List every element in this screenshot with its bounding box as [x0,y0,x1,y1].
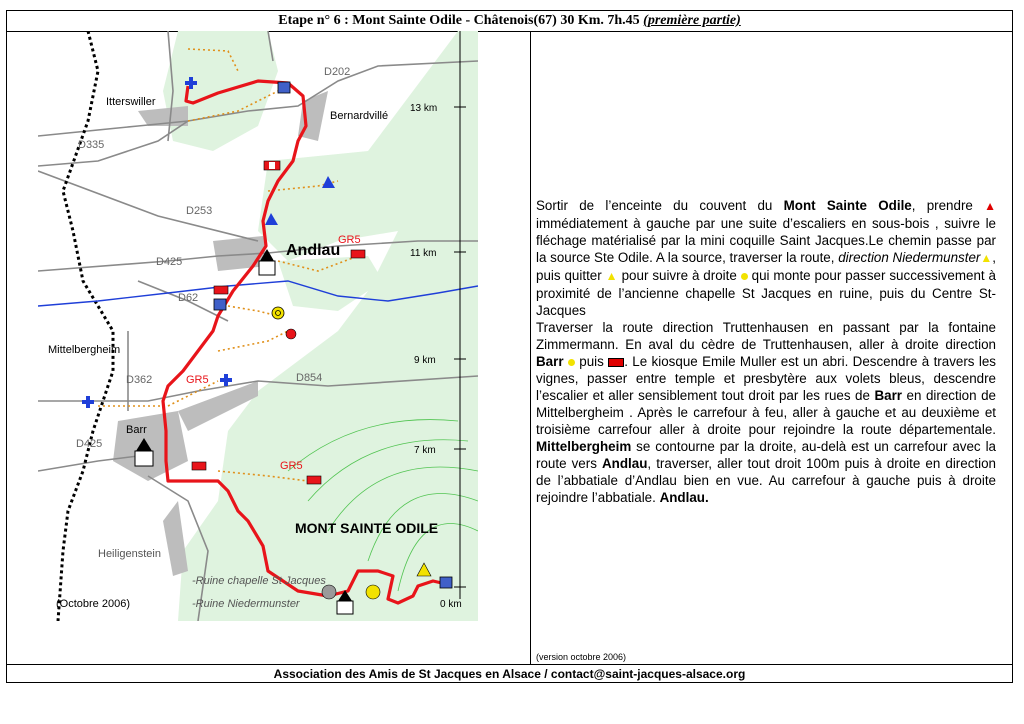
km-13: 13 km [410,103,438,114]
red-dot-icon [286,329,296,339]
road-d202: D202 [324,66,351,78]
red-rect-icon [351,250,365,258]
yellow-dot-icon [568,359,575,366]
blue-cross-icon [220,374,232,386]
km-7: 7 km [414,445,436,456]
border-line [58,31,113,621]
target-icon [272,307,284,319]
road-d425-bottom: D425 [76,438,103,450]
red-rect-icon [307,476,321,484]
place-mont-sainte-odile: MONT SAINTE ODILE [295,520,439,536]
road-d335: D335 [78,139,105,151]
title-part: (première partie) [643,13,741,28]
km-0: 0 km [440,599,462,610]
place-barr: Barr [126,424,147,436]
yellow-triangle-icon: ▲ [605,269,618,283]
place-heiligenstein: Heiligenstein [98,548,161,560]
yellow-triangle-icon: ▲ [980,251,993,265]
road-d253: D253 [186,205,213,217]
shell-marker-icon [278,82,290,93]
map-date: (Octobre 2006) [56,598,130,610]
column-divider [530,31,531,664]
red-triangle-icon: ▲ [984,199,996,213]
red-rect-icon [192,462,206,470]
shell-marker-icon [214,299,226,310]
route-map [38,31,478,621]
blue-cross-icon [82,396,94,408]
place-andlau: Andlau [286,242,341,259]
road-d425-top: D425 [156,256,183,268]
legend-niedermunster: -Ruine Niedermunster [192,598,300,610]
gr5-label: GR5 [280,460,303,472]
map-svg [38,31,478,621]
version-note: (version octobre 2006) [536,652,627,662]
red-rect-icon [214,286,228,294]
urban-area [163,501,188,576]
yellow-dot-icon [366,585,380,599]
gray-dot-icon [322,585,336,599]
route-description [536,197,996,506]
yellow-dot-icon [741,273,748,280]
legend-chapelle: -Ruine chapelle St Jacques [192,575,326,587]
gr5-label: GR5 [186,374,209,386]
description-paragraph-1: Sortir de l’enceinte du couvent du Mont Sainte Odile, prendre ▲ immédiatement à gauche par une suite d’escaliers en sous-bois , suivre le fléchage matérialisé par la mini coquille Saint Jacques.Le chemin passe par la source Ste Odile. A la source, traverser la route, direction Niedermunster▲, puis quitter ▲ pour suivre à droite qui monte pour passer successivement à proximité de l’ancienne chapelle St Jacques en ruine, puis du Centre St-Jacques [536,198,996,318]
footer-contact: Association des Amis de St Jacques en Alsace / contact@saint-jacques-alsace.org [6,664,1013,683]
place-itterswiller: Itterswiller [106,96,156,108]
title-text: Etape n° 6 : Mont Sainte Odile - Châtenois(67) 30 Km. 7h.45 [278,13,640,28]
urban-area [113,411,188,481]
description-paragraph-2: Traverser la route direction Truttenhausen en passant par la fontaine Zimmermann. En aval du cèdre de Truttenhausen, aller à droite direction Barr puis . Le kiosque Emile Muller est un abri. Descendre à travers les vignes, passer entre temple et presbytère aux volets bleus, descendre l’escalier et aller sensiblement tout droit par les rues de Barr en direction de Mittelbergheim . Après le carrefour à feu, aller à gauche et au deuxième et troisième carrefour aller à droite pour rejoindre la route départementale. Mittelbergheim se contourne par la droite, au-delà est un carrefour avec la route vers Andlau, traverser, aller tout droit 100m puis à droite en direction de l’abbatiale d’Andlau bien en vue. Au carrefour à gauche puis à droite rejoindre l’abbatiale. Andlau. [536,320,996,505]
red-rect-icon [608,358,624,367]
place-bernardville: Bernardvillé [330,110,389,122]
road-d362: D362 [126,374,153,386]
gr5-label: GR5 [338,234,361,246]
place-mittelbergheim: Mittelbergheim [48,344,121,356]
km-11: 11 km [410,248,437,259]
road-d854: D854 [296,372,323,384]
km-9: 9 km [414,355,436,366]
white-red-sign-icon [264,161,280,170]
shell-marker-icon [440,577,452,588]
road-d62: D62 [178,292,199,304]
page-title [6,10,1013,32]
